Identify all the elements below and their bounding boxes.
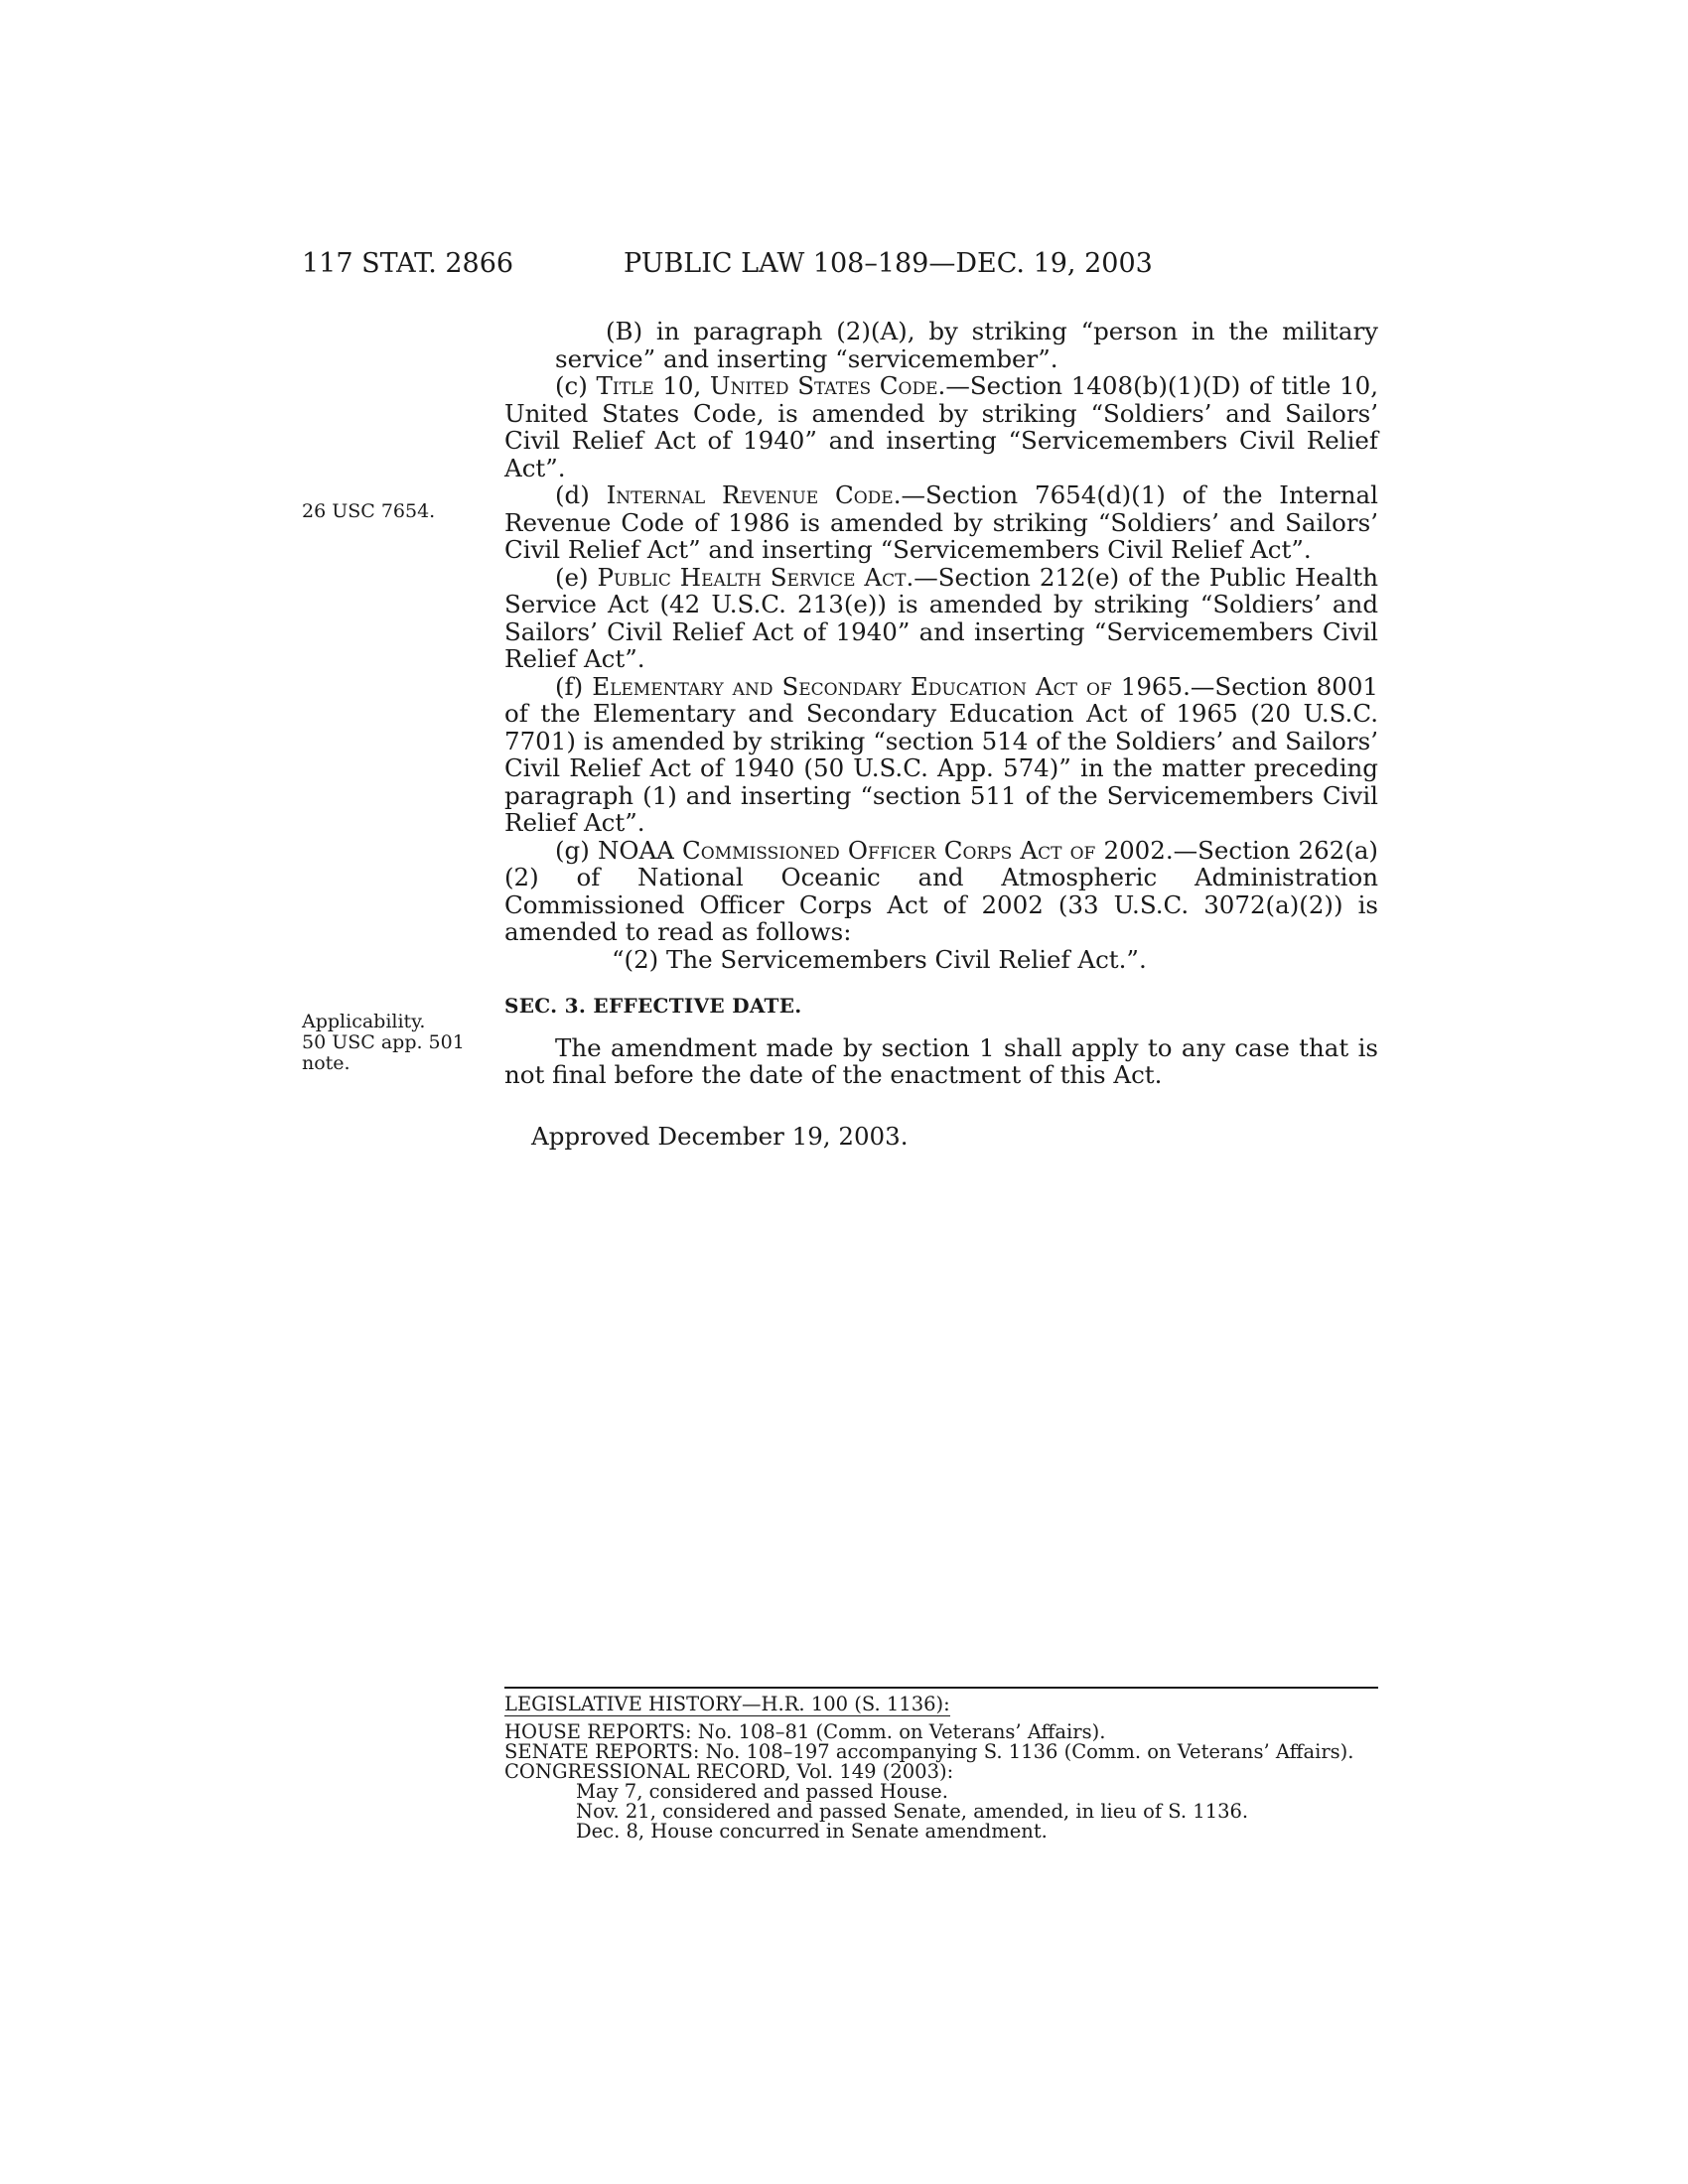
paragraph-heading: Internal Revenue Code (606, 480, 894, 509)
document-body (504, 318, 1378, 1150)
house-reports: HOUSE REPORTS: No. 108–81 (Comm. on Veterans’ Affairs). (504, 1720, 1106, 1743)
section-3-text: The amendment made by section 1 shall apply to any case that is not final before the date of the enactment of this Act. (504, 1032, 1378, 1089)
congressional-record: CONGRESSIONAL RECORD, Vol. 149 (2003): (504, 1760, 954, 1783)
running-head: PUBLIC LAW 108–189—DEC. 19, 2003 (624, 248, 1153, 279)
paragraph-g (504, 837, 1378, 946)
quoted-paragraph: “(2) The Servicemembers Civil Relief Act.”. (612, 944, 1147, 974)
statute-citation: 117 STAT. 2866 (302, 248, 514, 279)
paragraph-heading: Title 10, United States Code (596, 371, 938, 400)
legislative-history-bill: —H.R. 100 (S. 1136): (742, 1693, 950, 1715)
paragraph-label: (e) (555, 562, 598, 592)
margin-note-usc-7654: 26 USC 7654. (302, 500, 436, 522)
paragraph-text: .—Section 262(a)(2) of National Oceanic and Atmospheric Administration Commissioned Officer Corps Act of 2002 (33 U.S.C. 3072(a)(2)) is amended to read as follows: (504, 835, 1378, 946)
page-header (0, 248, 1688, 288)
senate-reports: SENATE REPORTS: No. 108–197 accompanying S. 1136 (Comm. on Veterans’ Affairs). (504, 1740, 1354, 1763)
margin-note-line: 50 USC app. 501 (302, 1031, 465, 1053)
margin-note-applicability (302, 1012, 465, 1074)
paragraph-heading: Public Health Service Act (597, 562, 907, 592)
paragraph-f (504, 673, 1378, 837)
record-entry: May 7, considered and passed House. (576, 1780, 948, 1803)
paragraph-heading: Elementary and Secondary Education Act of 1965 (592, 671, 1184, 701)
paragraph-text: .—Section 7654(d)(1) of the Internal Revenue Code of 1986 is amended by striking “Soldiers’ and Sailors’ Civil Relief Act” and inserting “Servicemembers Civil Relief Act”. (504, 480, 1378, 564)
paragraph-label: (d) (555, 480, 607, 509)
paragraph-c (504, 372, 1378, 481)
paragraph-label: (f) (555, 671, 593, 701)
footer-rule (504, 1687, 1378, 1689)
paragraph-d (504, 481, 1378, 564)
record-entry: Dec. 8, House concurred in Senate amendment. (576, 1820, 1048, 1843)
paragraph-label: (g) (555, 835, 598, 865)
legislative-history-label: LEGISLATIVE HISTORY (504, 1693, 743, 1715)
legislative-history (504, 1687, 1378, 1842)
paragraph-text: .—Section 212(e) of the Public Health Service Act (42 U.S.C. 213(e)) is amended by striking “Soldiers’ and Sailors’ Civil Relief Act of 1940” and inserting “Servicemembers Civil Relief Act”. (504, 562, 1378, 673)
paragraph-heading: NOAA Commissioned Officer Corps Act of 2002 (597, 835, 1166, 865)
paragraph-b: (B) in paragraph (2)(A), by striking “person in the military service” and inserting “servicemember”. (555, 317, 1378, 373)
legislative-history-title (504, 1695, 1378, 1714)
paragraph-e (504, 564, 1378, 673)
section-heading: SEC. 3. EFFECTIVE DATE. (504, 994, 802, 1018)
record-entry: Nov. 21, considered and passed Senate, amended, in lieu of S. 1136. (576, 1800, 1249, 1823)
paragraph-text: .—Section 1408(b)(1)(D) of title 10, United States Code, is amended by striking “Soldiers’ and Sailors’ Civil Relief Act of 1940” and inserting “Servicemembers Civil Relief Act”. (504, 371, 1378, 482)
margin-note-line: note. (302, 1052, 351, 1074)
paragraph-text: .—Section 8001 of the Elementary and Secondary Education Act of 1965 (20 U.S.C. 7701) is amended by striking “section 514 of the Soldiers’ and Sailors’ Civil Relief Act of 1940 (50 U.S.C. App. 574)” in the matter preceding paragraph (1) and inserting “section 511 of the Servicemembers Civil Relief Act”. (504, 671, 1378, 837)
margin-note-line: Applicability. (302, 1011, 426, 1032)
paragraph-label: (c) (555, 371, 597, 400)
approval-line: Approved December 19, 2003. (531, 1121, 909, 1151)
